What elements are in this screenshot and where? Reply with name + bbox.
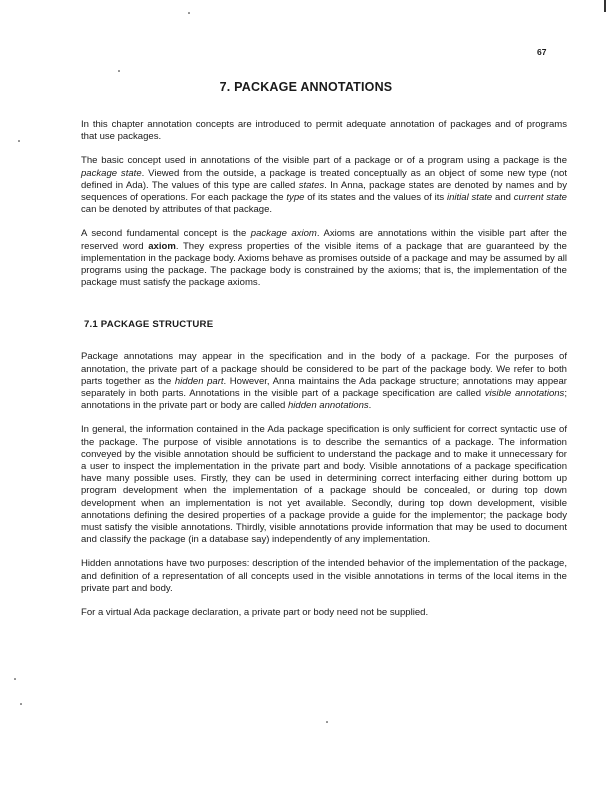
section-paragraph-1: [81, 351, 567, 412]
term-initial-state: initial state: [446, 192, 493, 204]
text-run: and: [492, 192, 514, 204]
chapter-title: 7. PACKAGE ANNOTATIONS: [219, 80, 393, 94]
page-edge-mark: [604, 0, 606, 12]
term-visible-annotations: visible annotations: [484, 388, 565, 400]
text-run: The basic concept used in annotations of the visible part of a package or of a program using a package is the: [81, 155, 567, 167]
text-run: . In Anna, package states are denoted by names and by sequences of operations. For each package the: [81, 179, 567, 204]
text-run: A second fundamental concept is the: [81, 228, 251, 240]
term-type: type: [286, 192, 305, 204]
term-hidden-part: hidden part: [174, 375, 224, 387]
section-paragraph-4: For a virtual Ada package declaration, a private part or body need not be supplied.: [81, 607, 429, 619]
term-hidden-annotations: hidden annotations: [287, 400, 369, 412]
text-run: .: [368, 400, 372, 412]
scan-speck: [20, 703, 22, 705]
scan-speck: [118, 70, 120, 72]
text-run: of its states and the values of its: [304, 192, 447, 204]
text-run: . Axioms are annotations within the visible part after the reserved word: [81, 228, 567, 252]
text-run: Package annotations may appear in the specification and in the body of a package. For the purposes of annotation, the private part of a package should be considered to be part of the package body. We refer to both parts together as the: [81, 351, 567, 387]
section-paragraph-3: Hidden annotations have two purposes: description of the intended behavior of the implementation of the package, and definition of a representation of all concepts used in the visible annotations in terms of the local items in the private part and body.: [81, 558, 567, 594]
intro-paragraph-1: In this chapter annotation concepts are introduced to permit adequate annotation of packages and of programs that use packages.: [81, 119, 567, 143]
section-heading-7-1: 7.1 PACKAGE STRUCTURE: [84, 319, 214, 331]
page-number: 67: [537, 47, 547, 57]
body-text: [81, 119, 567, 631]
intro-paragraph-3: [81, 228, 567, 289]
text-run: ; annotations in the private part or body are called: [81, 388, 567, 412]
scan-speck: [18, 140, 20, 142]
term-current-state: current state: [513, 192, 567, 204]
term-package-axiom: package axiom: [250, 228, 317, 240]
term-package-state: package state: [81, 167, 142, 179]
text-run: can be denoted by attributes of that package.: [81, 204, 273, 216]
scan-speck: [14, 678, 16, 680]
term-states: states: [298, 179, 325, 191]
text-run: . They express properties of the visible items of a package that are guaranteed by the implementation in the package body. Axioms behave as promises outside of a package and may be assumed by all programs using the package. The package body is constrained by the axioms; that is, the implementation of the package must satisfy the package axioms.: [81, 240, 567, 289]
scan-speck: [188, 12, 190, 14]
text-run: . However, Anna maintains the Ada package structure; annotations may appear separately in both parts. Annotations in the visible part of a package specification are called: [81, 375, 567, 400]
text-run: . Viewed from the outside, a package is treated conceptually as an object of some new type (not defined in Ada). The values of this type are called: [81, 167, 567, 191]
keyword-axiom: axiom: [148, 240, 176, 252]
scan-speck: [326, 721, 328, 723]
section-paragraph-2: In general, the information contained in the Ada package specification is only sufficient for correct syntactic use of the package. The purpose of visible annotations is to describe the semantics of a package. The information conveyed by the visible annotation should be sufficient to understand the package and to make it unnecessary for a user to inspect the implementation in the private part and body. Visible annotations of a package specification have many possible uses. Firstly, they can be used in determining correct interfacing either during bottom up program development when the implementation of a package should be concealed, or during top down development when an implementation is not yet available. Secondly, during top down development, visible annotations defining the desired properties of a package provide a guide for the implementor; the package body must satisfy the visible annotations. Thirdly, visible annotations provide information that may be used to document and classify the package (in a database say) independently of any implementation.: [81, 424, 567, 546]
intro-paragraph-2: [81, 155, 567, 216]
